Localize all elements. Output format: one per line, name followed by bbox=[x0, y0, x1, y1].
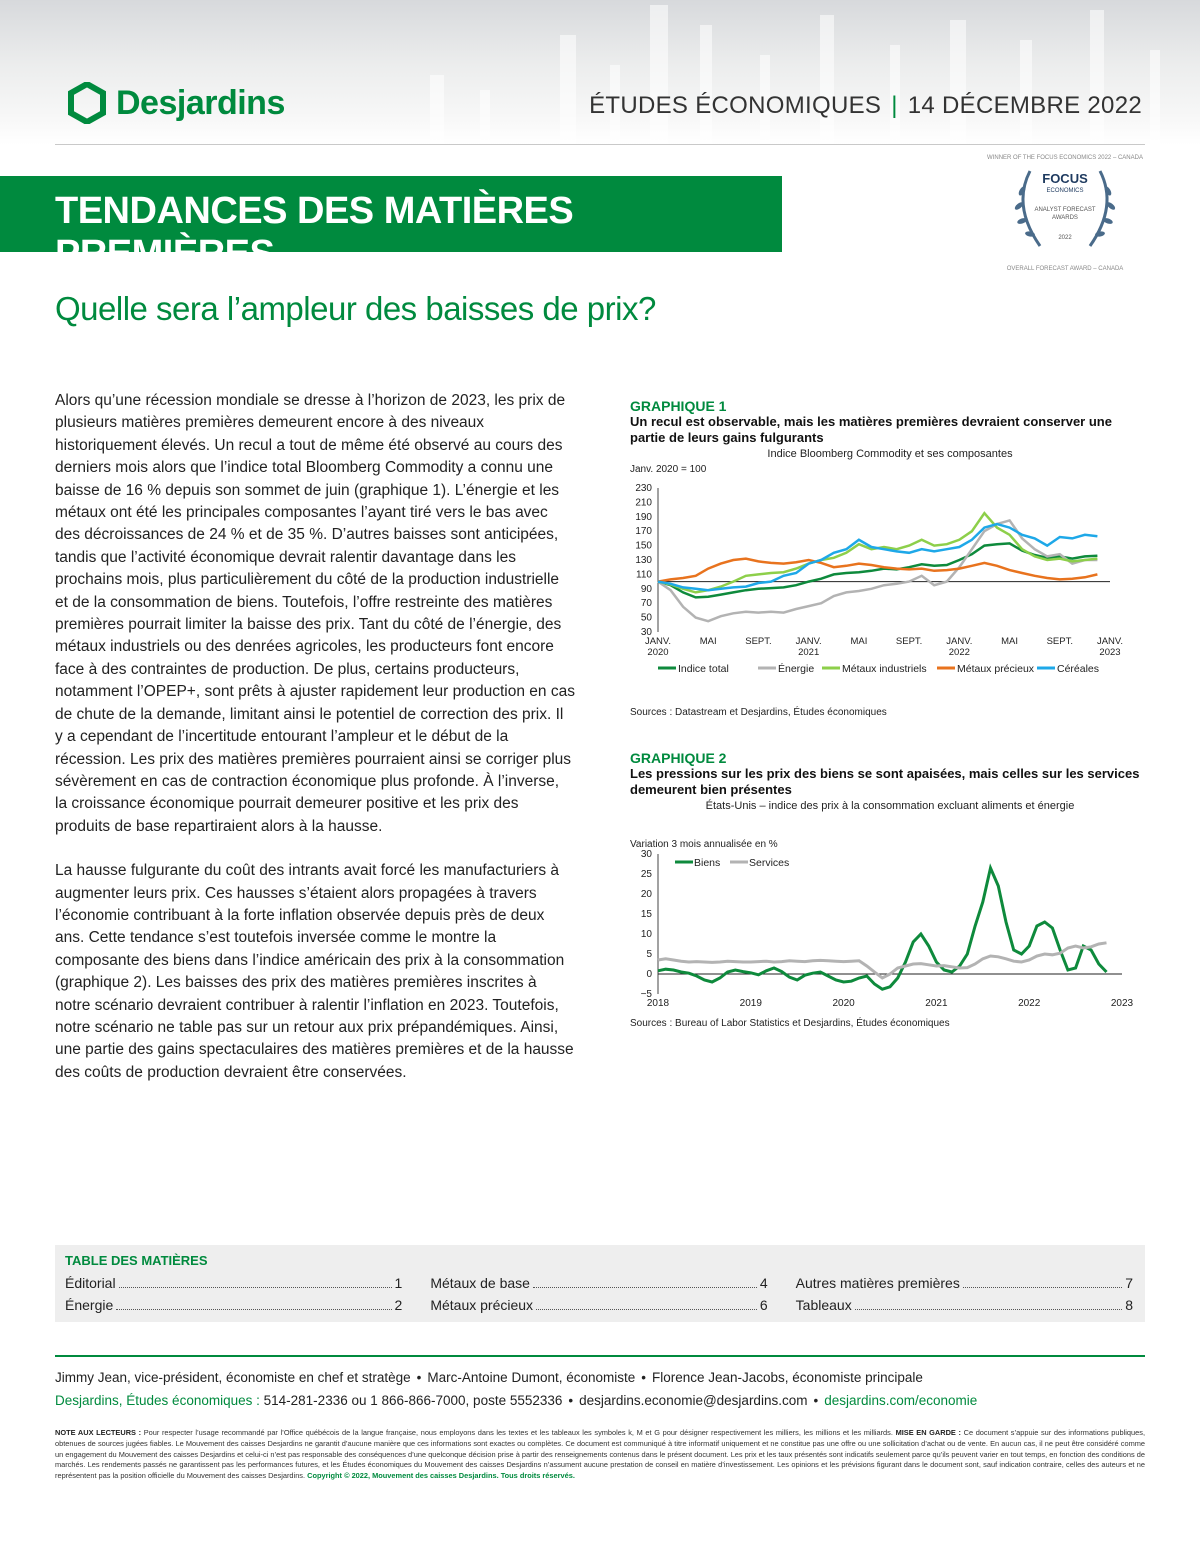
chart-2-plot bbox=[630, 812, 1150, 1062]
y-tick-label: 15 bbox=[640, 909, 652, 920]
header-separator: | bbox=[891, 92, 898, 119]
legend-label: Biens bbox=[694, 857, 721, 869]
toc-item-page: 4 bbox=[759, 1275, 768, 1291]
chart-1-title: Un recul est observable, mais les matières premières devraient conserver une partie de leurs gains fulgurants bbox=[630, 414, 1112, 445]
chart-1-subtitle: Indice Bloomberg Commodity et ses composantes bbox=[767, 448, 1013, 460]
note-text: Pour respecter l’usage recommandé par l’Office québécois de la langue française, nous employons dans les textes et les tableaux les symboles k, M et G pour désigner respectivement les milliers, les millions et les milliards. bbox=[143, 1428, 893, 1437]
y-tick-label: 230 bbox=[635, 483, 652, 494]
article-body bbox=[55, 390, 575, 1106]
x-tick-label: JANV. bbox=[946, 636, 973, 647]
contact-label: Desjardins, Études économiques : bbox=[55, 1393, 260, 1408]
desjardins-logo[interactable] bbox=[68, 82, 285, 124]
toc-item-label: Autres matières premières bbox=[795, 1275, 960, 1291]
chart-2-label: GRAPHIQUE 2 bbox=[630, 750, 727, 766]
chart-2-source: Sources : Bureau of Labor Statistics et Desjardins, Études économiques bbox=[630, 1018, 950, 1029]
x-tick-label: 2019 bbox=[739, 998, 762, 1009]
y-tick-label: 150 bbox=[635, 540, 652, 552]
footer-rule bbox=[55, 1355, 1145, 1357]
legal-disclaimer bbox=[55, 1428, 1145, 1482]
contact-email[interactable]: desjardins.economie@desjardins.com bbox=[579, 1393, 808, 1408]
toc-item-page: 7 bbox=[1125, 1275, 1133, 1291]
x-tick-label: 2021 bbox=[925, 998, 948, 1009]
chart-2-title: Les pressions sur les prix des biens se sont apaisées, mais celles sur les services demeurent bien présentes bbox=[630, 766, 1140, 797]
chart-2 bbox=[630, 750, 1150, 1067]
y-axis-title: Janv. 2020 = 100 bbox=[630, 464, 707, 475]
x-tick-label: 2018 bbox=[646, 998, 670, 1009]
award-bottom-text: OVERALL FORECAST AWARD – CANADA bbox=[1006, 266, 1124, 272]
x-tick-label: MAI bbox=[699, 636, 717, 647]
award-line2: AWARDS bbox=[1052, 215, 1078, 221]
toc-item-label: Métaux précieux bbox=[430, 1297, 534, 1313]
toc-item-label: Métaux de base bbox=[430, 1275, 530, 1291]
toc-item-page: 6 bbox=[759, 1297, 768, 1313]
y-tick-label: 30 bbox=[640, 627, 652, 638]
brand-name: Desjardins bbox=[116, 83, 285, 122]
y-tick-label: 5 bbox=[646, 949, 652, 960]
report-title-banner: TENDANCES DES MATIÈRES PREMIÈRES bbox=[0, 176, 782, 252]
award-year: 2022 bbox=[1058, 235, 1072, 241]
series-line-biens bbox=[658, 868, 1107, 989]
chart-1-plot bbox=[630, 460, 1150, 720]
toc-item-page: 8 bbox=[1125, 1297, 1133, 1313]
toc-item-tableaux[interactable] bbox=[796, 1294, 1133, 1316]
chart-1-source: Sources : Datastream et Desjardins, Études économiques bbox=[630, 707, 887, 718]
toc-item-autres-matieres[interactable] bbox=[796, 1272, 1133, 1294]
report-subtitle: Quelle sera l’ampleur des baisses de prix? bbox=[55, 290, 656, 327]
legend-label: Indice total bbox=[678, 663, 729, 675]
warning-text: Ce document s’appuie sur des informations publiques, obtenues de sources jugées fiables. Le Mouvement des caisses Desjardins ne garantit d’aucune manière que ces informations sont exactes ou complètes. Ce document est communiqué à titre informatif uniquement et ne constitue pas une offre ou une sollicitation d’achat ou de vente. En aucun cas, il ne peut être considéré comme un engagement du Mouvement des caisses Desjardins et celui-ci n’est pas responsable des conséquences d’une quelconque décision prise à partir des renseignements contenus dans le présent document. Les prix et les taux présentés sont indicatifs seulement parce qu’ils peuvent varier en tout temps, en fonction des conditions de marchés. Les rendements passés ne garantissent pas les performances futures, et les Études économiques du Mouvement des caisses Desjardins n’assument aucune prestation de conseil en matière d’investissement. Les opinions et les prévisions figurant dans le document sont, sauf indication contraire, celles des auteurs et ne représentent pas la position officielle du Mouvement des caisses Desjardins. bbox=[55, 1428, 1145, 1481]
header-meta bbox=[589, 92, 1142, 120]
award-line1: ANALYST FORECAST bbox=[1034, 207, 1096, 213]
note-label: NOTE AUX LECTEURS : bbox=[55, 1428, 142, 1437]
toc-item-metaux-de-base[interactable] bbox=[430, 1272, 767, 1294]
header-rule bbox=[55, 144, 1145, 145]
toc-column-1 bbox=[65, 1272, 402, 1316]
author-2: Marc-Antoine Dumont, économiste bbox=[427, 1370, 636, 1385]
toc-column-2 bbox=[430, 1272, 767, 1316]
x-tick-year-label: 2023 bbox=[1099, 647, 1121, 658]
table-of-contents bbox=[55, 1245, 1145, 1322]
x-tick-year-label: 2020 bbox=[647, 647, 669, 658]
x-tick-label: JANV. bbox=[1096, 636, 1124, 647]
focus-economics-award-badge bbox=[985, 155, 1145, 270]
chart-2-plot-group bbox=[641, 849, 1134, 1009]
x-tick-label: MAI bbox=[850, 636, 868, 647]
contacts-line: Desjardins, Études économiques : 514-281-2336 ou 1 866-866-7000, poste 5552336 • desjardins.economie@desjardins.com • desjardins.com/economie bbox=[55, 1393, 978, 1408]
x-tick-label: SEPT. bbox=[1046, 636, 1073, 647]
y-tick-label: 20 bbox=[640, 889, 652, 900]
y-tick-label: 110 bbox=[636, 569, 652, 581]
x-tick-label: JANV. bbox=[795, 636, 822, 647]
x-tick-year-label: 2021 bbox=[798, 647, 820, 658]
website-link[interactable]: desjardins.com/economie bbox=[824, 1393, 978, 1408]
y-tick-label: 70 bbox=[640, 598, 652, 610]
y-tick-label: 170 bbox=[635, 526, 652, 538]
toc-item-energie[interactable] bbox=[65, 1294, 402, 1316]
x-tick-label: 2022 bbox=[1018, 998, 1041, 1009]
paragraph-1: Alors qu’une récession mondiale se dresse à l’horizon de 2023, les prix de plusieurs matières premières demeurent encore à des niveaux historiquement élevés. Un recul a tout de même été observé au cours des derniers mois alors que l’indice total Bloomberg Commodity a connu une baisse de 16 % depuis son sommet de juin (graphique 1). L’énergie et les métaux ont été les principales composantes l’ayant tiré vers le bas avec des décroissances de 24 % et de 35 %. D’autres baisses sont anticipées, tandis que l’activité économique devrait ralentir davantage dans les prochains mois, plus particulièrement du côté de la production industrielle et de la consommation de biens. Toutefois, l’offre restreinte des matières premières pourrait limiter la baisse des prix. Tant du côté de l’énergie, des métaux industriels ou des denrées agricoles, les producteurs font encore face à des contraintes de production. De plus, certains producteurs, notamment l’OPEP+, sont prêts à ajuster rapidement leur production en cas de chute de la demande, limitant ainsi le potentiel de correction des prix. Il y a cependant de l’incertitude entourant l’ampleur et le début de la récession. Les prix des matières premières pourraient ainsi se corriger plus sévèrement en cas de contraction économique plus profonde. À l’inverse, la croissance économique pourrait demeurer positive et les prix des produits de base repartiraient alors à la hausse. bbox=[55, 392, 575, 835]
x-tick-label: JANV. bbox=[644, 636, 672, 647]
legend-label: Services bbox=[749, 857, 790, 869]
y-tick-label: −5 bbox=[640, 989, 652, 1000]
laurel-wreath-icon bbox=[1000, 161, 1130, 261]
y-tick-label: 30 bbox=[640, 849, 652, 860]
legend-label: Céréales bbox=[1057, 663, 1100, 675]
warning-label: MISE EN GARDE : bbox=[895, 1428, 961, 1437]
award-top-text: WINNER OF THE FOCUS ECONOMICS 2022 – CANADA bbox=[987, 155, 1143, 161]
toc-item-metaux-precieux[interactable] bbox=[430, 1294, 767, 1316]
legend-label: Métaux précieux bbox=[957, 663, 1035, 675]
copyright: Copyright © 2022, Mouvement des caisses Desjardins. Tous droits réservés. bbox=[307, 1471, 575, 1481]
x-tick-label: SEPT. bbox=[895, 636, 923, 647]
toc-item-editorial[interactable] bbox=[65, 1272, 402, 1294]
publication-date: 14 DÉCEMBRE 2022 bbox=[907, 92, 1142, 119]
toc-item-label: Énergie bbox=[65, 1297, 114, 1313]
series-line-céréales bbox=[658, 524, 1097, 590]
hexagon-logo-icon bbox=[68, 82, 106, 124]
y-tick-label: 0 bbox=[646, 969, 652, 980]
y-tick-label: 50 bbox=[640, 612, 652, 624]
y-tick-label: 190 bbox=[635, 511, 652, 523]
chart-1-label: GRAPHIQUE 1 bbox=[630, 398, 727, 414]
legend-label: Énergie bbox=[778, 663, 815, 675]
author-3: Florence Jean-Jacobs, économiste principale bbox=[651, 1370, 923, 1385]
x-tick-year-label: 2022 bbox=[948, 647, 970, 658]
toc-item-label: Éditorial bbox=[65, 1275, 116, 1291]
y-tick-label: 210 bbox=[635, 497, 652, 509]
toc-item-page: 1 bbox=[394, 1275, 403, 1291]
chart-2-subtitle: États-Unis – indice des prix à la consommation excluant aliments et énergie bbox=[705, 800, 1075, 812]
y-tick-label: 10 bbox=[640, 929, 652, 940]
x-tick-label: 2023 bbox=[1110, 998, 1134, 1009]
authors-line: Jimmy Jean, vice-président, économiste en chef et stratège • Marc-Antoine Dumont, économiste • Florence Jean-Jacobs, économiste principale bbox=[55, 1370, 923, 1385]
y-tick-label: 130 bbox=[635, 555, 652, 566]
paragraph-2: La hausse fulgurante du coût des intrants avait forcé les manufacturiers à augmenter leurs prix. Ces hausses s’étaient alors propagées à travers l’économie contribuant à la forte inflation observée depuis près de deux ans. Cette tendance s’est toutefois inversée comme le montre la composante des biens dans l’indice américain des prix à la consommation (graphique 2). Les baisses des prix des matières premières inscrites à notre scénario devraient contribuer à ralentir l’inflation en 2023. Toutefois, notre scénario ne table pas sur un retour aux prix prépandémiques. Ainsi, une partie des gains spectaculaires des matières premières et de la hausse des coûts de production devraient être conservées. bbox=[55, 862, 574, 1081]
toc-column-3 bbox=[796, 1272, 1133, 1316]
chart-1 bbox=[630, 398, 1150, 725]
toc-title: TABLE DES MATIÈRES bbox=[65, 1253, 208, 1268]
award-name: FOCUS bbox=[1042, 171, 1088, 186]
x-tick-label: 2020 bbox=[832, 998, 855, 1009]
x-tick-label: SEPT. bbox=[745, 636, 772, 647]
y-tick-label: 25 bbox=[640, 869, 652, 880]
y-axis-title: Variation 3 mois annualisée en % bbox=[630, 839, 778, 850]
author-1: Jimmy Jean, vice-président, économiste en chef et stratège bbox=[55, 1370, 411, 1385]
contact-phone: 514-281-2336 ou 1 866-866-7000, poste 5552336 bbox=[263, 1393, 563, 1408]
y-tick-label: 90 bbox=[640, 583, 652, 595]
toc-item-label: Tableaux bbox=[795, 1297, 852, 1313]
legend-label: Métaux industriels bbox=[842, 663, 927, 675]
award-org: ECONOMICS bbox=[1046, 188, 1084, 194]
toc-item-page: 2 bbox=[394, 1297, 403, 1313]
section-name: ÉTUDES ÉCONOMIQUES bbox=[589, 92, 882, 119]
x-tick-label: MAI bbox=[1001, 636, 1019, 647]
